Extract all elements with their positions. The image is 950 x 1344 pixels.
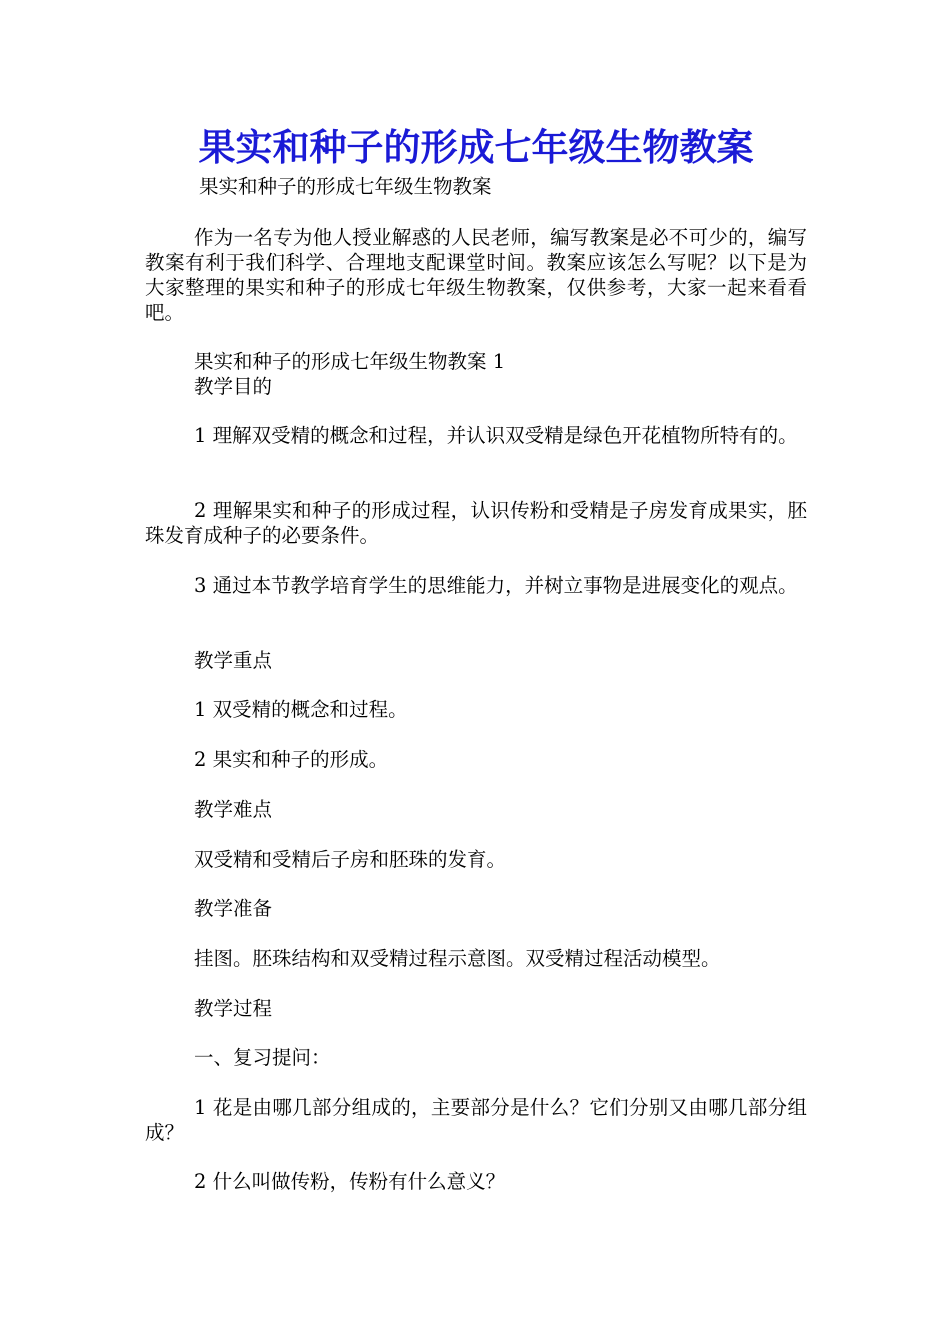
key-1: 1 双受精的概念和过程。 [194, 698, 408, 721]
document-subtitle: 果实和种子的形成七年级生物教案 [199, 175, 492, 198]
difficulty-1: 双受精和受精后子房和胚珠的发育。 [194, 848, 507, 871]
process-heading: 教学过程 [194, 997, 273, 1020]
difficulty-heading: 教学难点 [194, 798, 273, 821]
review-heading: 一、复习提问： [194, 1046, 331, 1069]
intro-paragraph: 作为一名专为他人授业解惑的人民老师，编写教案是必不可少的，编写教案有利于我们科学、合理地支配课堂时间。教案应该怎么写呢？以下是为大家整理的果实和种子的形成七年级生物教案，仅供参考，大家一起来看看吧。 [145, 226, 807, 324]
document-title: 果实和种子的形成七年级生物教案 [198, 125, 754, 169]
goal-1: 1 理解双受精的概念和过程，并认识双受精是绿色开花植物所特有的。 [194, 424, 798, 447]
key-2: 2 果实和种子的形成。 [194, 748, 389, 771]
question-2: 2 什么叫做传粉，传粉有什么意义？ [194, 1170, 506, 1193]
key-heading: 教学重点 [194, 649, 273, 672]
goal-2: 2 理解果实和种子的形成过程，认识传粉和受精是子房发育成果实，胚珠发育成种子的必要条件。 [145, 499, 807, 547]
goals-heading: 教学目的 [194, 375, 273, 398]
question-1: 1 花是由哪几部分组成的，主要部分是什么？它们分别又由哪几部分组成？ [145, 1096, 807, 1144]
prep-1: 挂图。胚珠结构和双受精过程示意图。双受精过程活动模型。 [194, 947, 721, 970]
section-title: 果实和种子的形成七年级生物教案 1 [194, 350, 506, 373]
prep-heading: 教学准备 [194, 897, 273, 920]
goal-3: 3 通过本节教学培育学生的思维能力，并树立事物是进展变化的观点。 [194, 574, 798, 597]
